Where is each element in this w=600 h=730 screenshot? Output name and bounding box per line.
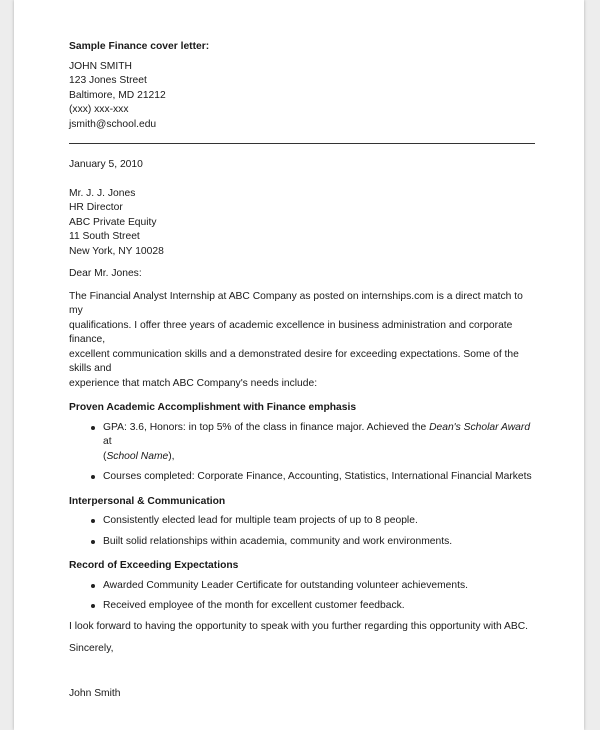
- spacer: [69, 259, 535, 267]
- signature: John Smith: [69, 687, 121, 699]
- bullet-text: Courses completed: Corporate Finance, Accounting, Statistics, International Financial Markets: [103, 471, 532, 482]
- intro-line: qualifications. I offer three years of academic excellence in business administration and corporate finance,: [69, 319, 513, 345]
- sender-street: 123 Jones Street: [69, 75, 147, 86]
- intro-line: experience that match ABC Company's needs include:: [69, 377, 318, 389]
- sender-email: jsmith@school.edu: [69, 118, 157, 130]
- bullet-text: Consistently elected lead for multiple team projects of up to 8 people.: [103, 515, 418, 526]
- sender-phone: (xxx) xxx-xxx: [69, 104, 129, 115]
- bullet-text: GPA: 3.6, Honors: in top 5% of the class in finance major. Achieved the: [103, 421, 430, 433]
- list-item: [69, 421, 535, 465]
- salutation: Dear Mr. Jones:: [69, 268, 142, 279]
- intro-paragraph: [69, 290, 535, 392]
- bullet-icon: [91, 426, 95, 430]
- intro-line: excellent communication skills and a demonstrated desire for exceeding expectations. Some of the skills and: [69, 348, 519, 374]
- list-item: [69, 535, 535, 550]
- sender-city: Baltimore, MD 21212: [69, 89, 166, 101]
- recipient-street: 11 South Street: [69, 231, 140, 242]
- bullet-text: ),: [168, 450, 175, 462]
- closing-paragraph: I look forward to having the opportunity to speak with you further regarding this opportunity with ABC.: [69, 620, 529, 632]
- recipient-city: New York, NY 10028: [69, 245, 164, 257]
- list-item: [69, 470, 535, 485]
- school-name: School Name: [106, 450, 169, 462]
- letter-content: [69, 40, 535, 701]
- bullet-icon: [91, 584, 95, 588]
- academic-bullet-list: [69, 421, 535, 485]
- recipient-title: HR Director: [69, 202, 123, 213]
- recipient-name: Mr. J. J. Jones: [69, 187, 136, 199]
- expectations-bullet-list: [69, 579, 535, 614]
- bullet-icon: [91, 519, 95, 523]
- intro-line: The Financial Analyst Internship at ABC Company as posted on internships.com is a direct match to my: [69, 290, 523, 316]
- list-item: [69, 579, 535, 594]
- letter-date: January 5, 2010: [69, 159, 143, 170]
- section-heading-academic: Proven Academic Accomplishment with Finance emphasis: [69, 402, 357, 413]
- bullet-icon: [91, 604, 95, 608]
- section-heading-expectations: Record of Exceeding Expectations: [69, 560, 239, 571]
- recipient-company: ABC Private Equity: [69, 216, 157, 228]
- closing: Sincerely,: [69, 643, 114, 654]
- bullet-icon: [91, 540, 95, 544]
- spacer: [69, 657, 535, 687]
- interpersonal-bullet-list: [69, 514, 535, 549]
- horizontal-rule: [69, 143, 535, 144]
- sender-block: [69, 60, 535, 133]
- document-title: Sample Finance cover letter:: [69, 41, 210, 52]
- recipient-block: [69, 187, 535, 260]
- bullet-text: Built solid relationships within academia, community and work environments.: [103, 535, 453, 547]
- bullet-text: at: [103, 436, 112, 447]
- award-name: Dean's Scholar Award: [429, 421, 531, 433]
- spacer: [69, 173, 535, 187]
- document-page: [14, 0, 584, 730]
- spacer: [69, 282, 535, 290]
- bullet-text: Awarded Community Leader Certificate for outstanding volunteer achievements.: [103, 579, 468, 591]
- list-item: [69, 514, 535, 529]
- bullet-icon: [91, 475, 95, 479]
- list-item: [69, 599, 535, 614]
- bullet-text: Received employee of the month for excellent customer feedback.: [103, 600, 405, 611]
- sender-name: JOHN SMITH: [69, 60, 132, 72]
- bullet-text: (: [103, 450, 107, 462]
- section-heading-interpersonal: Interpersonal & Communication: [69, 495, 226, 507]
